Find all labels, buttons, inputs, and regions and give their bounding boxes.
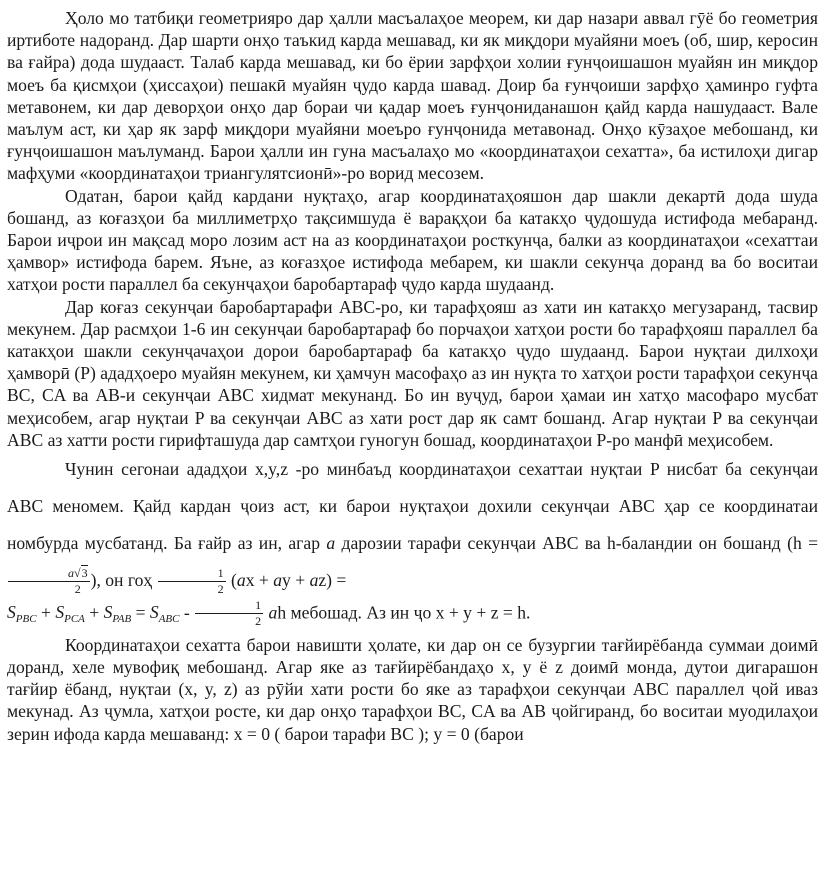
paragraph-4-text-5: h мебошад. Аз ин ҷо x + y + z = h. [277,602,531,623]
half-fraction-denominator: 2 [217,581,224,596]
area-pca: $S_{PCA}$ [55,602,85,626]
variable-a-z: a [309,570,319,591]
area-pab: $S_{PAB}$ [103,602,132,626]
variable-a: a [326,533,336,554]
paragraph-4: Чунин сегонаи ададҳои x,y,z -ро минбаъд координатаҳои сехаттаи нуқтаи P нисбат ба секунҷаи ABC меномем. Қайд кардан ҷоиз аст, ки барои нуқтаҳои дохили секунҷаи ABC ҳар се координатаи номбурда мусбатанд. Ба ғайр аз ин, агар a дарозии тарафи секунҷаи ABC ва h-баландии он бошанд (h = $\frac{a√3}{2}$ ), он гоҳ $\frac{1}{2}$ (ax + ay + az) = $S_{PBC} + S_{PCA} + S_{PAB} = S_{ABC}$ - $\frac{1}{2}$ ah мебошад. Аз ин ҷо x + y + z = h. [7,459,819,629]
height-fraction-denominator: 2 [74,581,81,596]
paragraph-2: Одатан, барои қайд кардани нуқтаҳо, агар координатаҳояшон дар шакли декартӣ дода шуда бошанд, аз коғазҳои ба миллиметрҳо тақсимшуда ё варақҳои ба катакҳо ҷудошуда истифода мебаранд. Барои иҷрои ин мақсад моро лозим аст на аз координатаҳои росткунҷа, балки аз координатаҳои «сехаттаи ҳамвор» истифода барем. Яъне, аз коғазҳое истифода мебарем, ки шакли секунҷа доранд ва бо воситаи хатҳои рости параллел ба секунҷаҳои баробартараф ҷудо карда шудаанд. [7,185,818,295]
variable-a-y: a [273,570,283,591]
half-fraction-numerator: 1 [158,567,226,582]
area-abc: $S_{ABC}$ [149,602,180,626]
height-fraction [8,567,90,596]
paragraph-4-text-3: ), он гоҳ [90,570,153,591]
second-half-fraction: $\frac{1}{2}$ [195,599,263,628]
half-fraction [158,567,226,596]
height-fraction-numerator: a√3 [8,567,90,582]
variable-a-h: a [268,602,278,623]
variable-a-x: a [236,570,246,591]
paragraph-4-text-2: дарозии тарафи секунҷаи ABC ва h-баландии он бошанд (h = [341,533,819,554]
paragraph-4-text-1: Чунин сегонаи ададҳои x,y,z -ро минбаъд координатаҳои сехаттаи нуқтаи P нисбат ба секунҷаи ABC меномем. Қайд кардан ҷоиз аст, ки барои нуқтаҳои дохили секунҷаи ABC ҳар се координатаи номбурда мусбатанд. Ба ғайр аз ин, агар [7,459,818,554]
paragraph-5: Координатаҳои сехатта барои навишти ҳолате, ки дар он се бузургии тағйирёбанда суммаи доимӣ доранд, хеле мувофиқ мебошанд. Агар яке аз тағйирёбандаҳо x, y ё z доимӣ монда, дутои дигарашон тағйир ёбанд, нуқтаи (x, y, z) аз рӯйи хати рости бо яке аз тарафҳои секунҷаи ABC параллел ҷой иваз мекунад. Аз ҷумла, хатҳои росте, ки дар онҳо тарафҳои BC, CA ва AB ҷойгиранд, бо воситаи муодилаҳои зерин ифода карда мешаванд: x = 0 ( барои тарафи BC ); y = 0 (барои [7,634,818,744]
paragraph-1: Ҳоло мо татбиқи геометрияро дар ҳалли масъалаҳое меорем, ки дар назари аввал гӯё бо геометрия иртиботе надоранд. Дар шарти онҳо таъкид карда мешавад, ки як миқдори муайяни моеъ (об, шир, керосин ва ғайра) дода шудааст. Талаб карда мешавад, ки бо ёрии зарфҳои холии ғунҷоишашон муайян ин миқдор моеъ ба қисмҳои (ҳиссаҳои) пешакӣ муайян ҷудо карда шавад. Доир ба ғунҷоиши зарфҳо ҳаминро гуфта метавонем, ки дар деворҳои онҳо дар бораи чи қадар моеъ ғунҷониданашон қайд карда нашудааст. Вале маълум аст, ки ҳар як зарф миқдори муайяни моеъро ғунҷонида метавонад. Онҳо кӯзаҳое мебошанд, ки ғунҷоишашон маълуманд. Барои ҳалли ин гуна масъалаҳо мо «координатаҳои сехатта», ба истилоҳи дигар мафҳуми «координатаҳои триангулятсионӣ»-ро ворид месозем. [7,8,818,184]
paragraph-3: Дар коғаз секунҷаи баробартарафи ABC-ро, ки тарафҳояш аз хати ин катакҳо мегузаранд, тасвир мекунем. Дар расмҳои 1-6 ин секунҷаи баробартараф бо порчаҳои хатҳои рости бо тарафҳояш параллел ба катакҳои шакли секунҷачаҳои дорои баробартараф ба катакҳо ҷудо шудаанд. Барои нуқтаи дилхоҳи ҳамворӣ (P) ададҳоеро муайян мекунем, ки ҳамчун масофаҳо аз ин нуқта то хатҳои рости тарафҳои секунҷа BC, CA ва AB-и секунҷаи ABC хидмат мекунанд. Бо ин вуҷуд, барои ҳамаи ин хатҳо масофаро мусбат меҳисобем, агар нуқтаи P ва секунҷаи ABC аз хати рост дар як самт бошанд. Агар нуқтаи P ва секунҷаи ABC аз хатти рости гирифташуда дар самтҳои гуногун бошад, координатаҳои P-ро манфӣ меҳисобем. [7,296,818,450]
area-pbc: $S_{PBC}$ [7,602,37,626]
